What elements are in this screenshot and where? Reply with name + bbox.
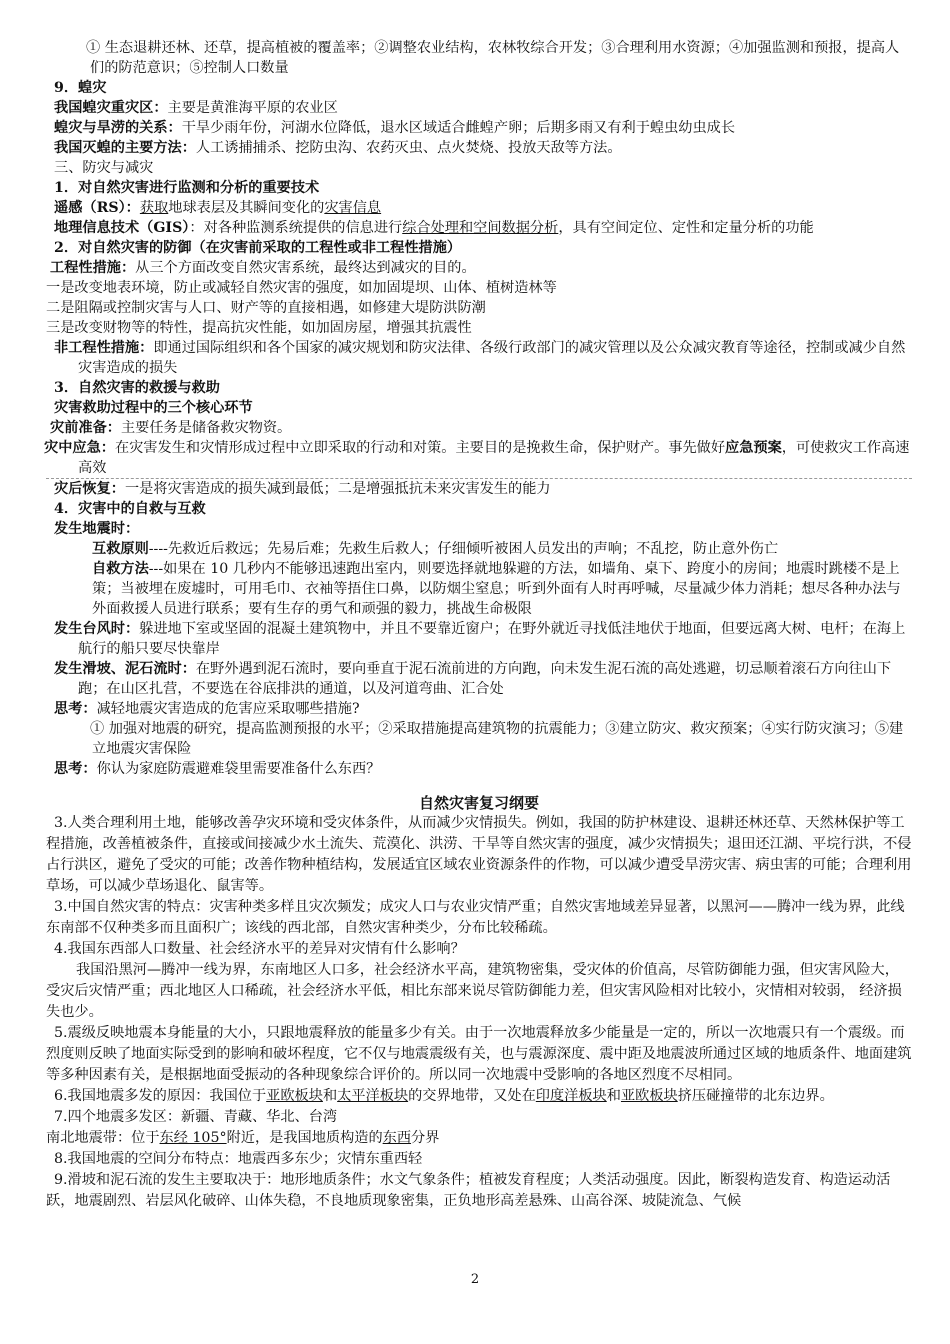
post-disaster: 灾后恢复：一是将灾害造成的损失减到最低；二是增强抵抗未来灾害发生的能力 [54, 481, 551, 497]
self-rescue-method: 自救方法---如果在 10 几秒内不能够迅速跑出室内，则要选择就地躲避的方法，如墙角、桌下、跨度小的房间；地震时跳楼不是上策；当被埋在废墟时，可用毛巾、衣袖等捂住口鼻，以防烟尘窒息；听到外面有人时再呼喊，尽量减少体力消耗；想尽各种办法与外面救援人员进行联系；要有生存的勇气和顽强的毅力，挑战生命极限 [92, 561, 901, 617]
engineering-item-1: 一是改变地表环境，防止或减轻自然灾害的强度，如加固堤坝、山体、植树造林等 [46, 280, 557, 296]
review-title: 自然灾害复习纲要 [418, 794, 539, 812]
subheading-monitoring: 1．对自然灾害进行监测和分析的重要技术 [54, 180, 320, 196]
locust-area: 我国蝗灾重灾区：主要是黄淮海平原的农业区 [54, 100, 338, 116]
gis-line: 地理信息技术（GIS）：对各种监测系统提供的信息进行综合处理和空间数据分析，具有空间定位、定性和定量分析的功能 [54, 220, 814, 236]
subheading-defense: 2．对自然灾害的防御（在灾害前采取的工程性或非工程性措施） [54, 240, 462, 256]
engineering-item-3: 三是改变财物等的特性，提高抗灾性能，如加固房屋，增强其抗震性 [46, 320, 472, 336]
think-question-1: 思考：减轻地震灾害造成的危害应采取哪些措施? [54, 701, 360, 717]
think-question-2: 思考：你认为家庭防震避难袋里需要准备什么东西？ [54, 761, 381, 777]
during-disaster: 灾中应急：在灾害发生和灾情形成过程中立即采取的行动和对策。主要目的是挽救生命，保护财产。事先做好应急预案，可使救灾工作高速高效 [46, 438, 912, 479]
heading-locust: 9．蝗灾 [54, 80, 107, 96]
review-para-3b: 3.中国自然灾害的特点：灾害种类多样且灾次频发；成灾人口与农业灾情严重；自然灾害地域差异显著，以黑河——腾冲一线为界，此线东南部不仅种类多而且面积广；该线的西北部，自然灾害种类少，分布比较稀疏。 [46, 899, 905, 936]
landslide-advice: 发生滑坡、泥石流时：在野外遇到泥石流时，要向垂直于泥石流前进的方向跑，向未发生泥石流的高处逃避，切忌顺着滚石方向往山下跑；在山区扎营，不要选在谷底排洪的通道，以及河道弯曲、汇合处 [54, 661, 892, 697]
locust-methods: 我国灭蝗的主要方法：人工诱捕捕杀、挖防虫沟、农药灭虫、点火焚烧、投放天敌等方法。 [54, 140, 622, 156]
review-para-5: 5.震级反映地震本身能量的大小，只跟地震释放的能量多少有关。由于一次地震释放多少能量是一定的，所以一次地震只有一个震级。而烈度则反映了地面实际受到的影响和破坏程度，它不仅与地震震级有关，也与震源深度、震中距及地震波所通过区域的地质条件、地面建筑等多种因素有关，是根据地面受振动的各种现象综合评价的。所以同一次地震中受影响的各地区烈度不尽相同。 [46, 1025, 912, 1083]
think-answer-1: ① 加强对地震的研究，提高监测预报的水平；②采取措施提高建筑物的抗震能力；③建立防灾、救灾预案；④实行防灾演习；⑤建立地震灾害保险 [90, 721, 904, 757]
review-para-4: 4.我国东西部人口数量、社会经济水平的差异对灾情有什么影响？ [54, 941, 465, 957]
engineering-item-2: 二是阻隔或控制灾害与人口、财产等的直接相遇，如修建大堤防洪防潮 [46, 300, 486, 316]
page-number: 2 [470, 1272, 480, 1287]
mutual-rescue-principle: 互救原则----先救近后救远；先易后难；先救生后救人；仔细倾听被困人员发出的声响；不乱挖，防止意外伤亡 [92, 541, 779, 557]
document-page [46, 38, 912, 1212]
review-para-6: 6.我国地震多发的原因：我国位于亚欧板块和太平洋板块的交界地带，又处在印度洋板块和亚欧板块挤压碰撞带的北东边界。 [54, 1088, 834, 1104]
review-para-8: 8.我国地震的空间分布特点：地震西多东少；灾情东重西轻 [54, 1151, 423, 1167]
pre-disaster: 灾前准备：主要任务是储备救灾物资。 [50, 420, 292, 436]
subheading-self-rescue: 4．灾害中的自救与互救 [54, 501, 206, 517]
review-para-9: 9.滑坡和泥石流的发生主要取决于：地形地质条件；水文气象条件；植被发育程度；人类活动强度。因此，断裂构造发育、构造运动活跃，地震剧烈、岩层风化破碎、山体失稳，不良地质现象密集，正负地形高差悬殊、山高谷深、坡陡流急、气候 [46, 1172, 891, 1209]
locust-relation: 蝗灾与旱涝的关系：干旱少雨年份，河湖水位降低，退水区域适合雌蝗产卵；后期多雨又有利于蝗虫幼虫成长 [54, 120, 736, 136]
rs-line: 遥感（RS）：获取地球表层及其瞬间变化的灾害信息 [54, 200, 382, 216]
earthquake-heading: 发生地震时： [54, 521, 140, 537]
review-para-3a: 3.人类合理利用土地，能够改善孕灾环境和受灾体条件，从而减少灾情损失。例如，我国的防护林建设、退耕还林还草、天然林保护等工程措施，改善植被条件，直接或间接减少水土流失、荒漠化、洪涝、干旱等自然灾害的强度，减少灾情损失；退田还江湖、平垸行洪，不侵占行洪区，避免了受灾的可能；改善作物种植结构，发展适宜区域农业资源条件的作物，可以减少遭受旱涝灾害、病虫害的可能；合理利用草场，可以减少草场退化、鼠害等。 [46, 815, 912, 894]
review-para-7b: 南北地震带：位于东经 105°附近，是我国地质构造的东西分界 [46, 1130, 440, 1146]
subheading-core-links: 灾害救助过程中的三个核心环节 [54, 400, 253, 416]
typhoon-advice: 发生台风时：躲进地下室或坚固的混凝土建筑物中，并且不要靠近窗户；在野外就近寻找低洼地伏于地面，但要远离大树、电杆；在海上航行的船只要尽快靠岸 [54, 621, 906, 657]
engineering-measures: 工程性措施：从三个方面改变自然灾害系统，最终达到减灾的目的。 [50, 260, 476, 276]
non-engineering-measures: 非工程性措施：即通过国际组织和各个国家的减灾规划和防灾法律、各级行政部门的减灾管理以及公众减灾教育等途径，控制或减少自然灾害造成的损失 [54, 340, 906, 376]
subheading-rescue: 3．自然灾害的救援与救助 [54, 380, 220, 396]
review-para-4-answer: 我国沿黑河—腾冲一线为界，东南地区人口多，社会经济水平高，建筑物密集，受灾体的价值高，尽管防御能力强，但灾害风险大，受灾后灾情严重；西北地区人口稀疏，社会经济水平低，相比东部来说尽管防御能力差，但灾害风险相对比较小，灾情相对较弱， 经济损失也少。 [46, 962, 902, 1020]
measures-list: ① 生态退耕还林、还草，提高植被的覆盖率；②调整农业结构，农林牧综合开发；③合理利用水资源；④加强监测和预报，提高人们的防范意识；⑤控制人口数量 [86, 40, 900, 76]
section-three-heading: 三、防灾与减灾 [54, 160, 154, 176]
review-para-7: 7.四个地震多发区：新疆、青藏、华北、台湾 [54, 1109, 338, 1125]
